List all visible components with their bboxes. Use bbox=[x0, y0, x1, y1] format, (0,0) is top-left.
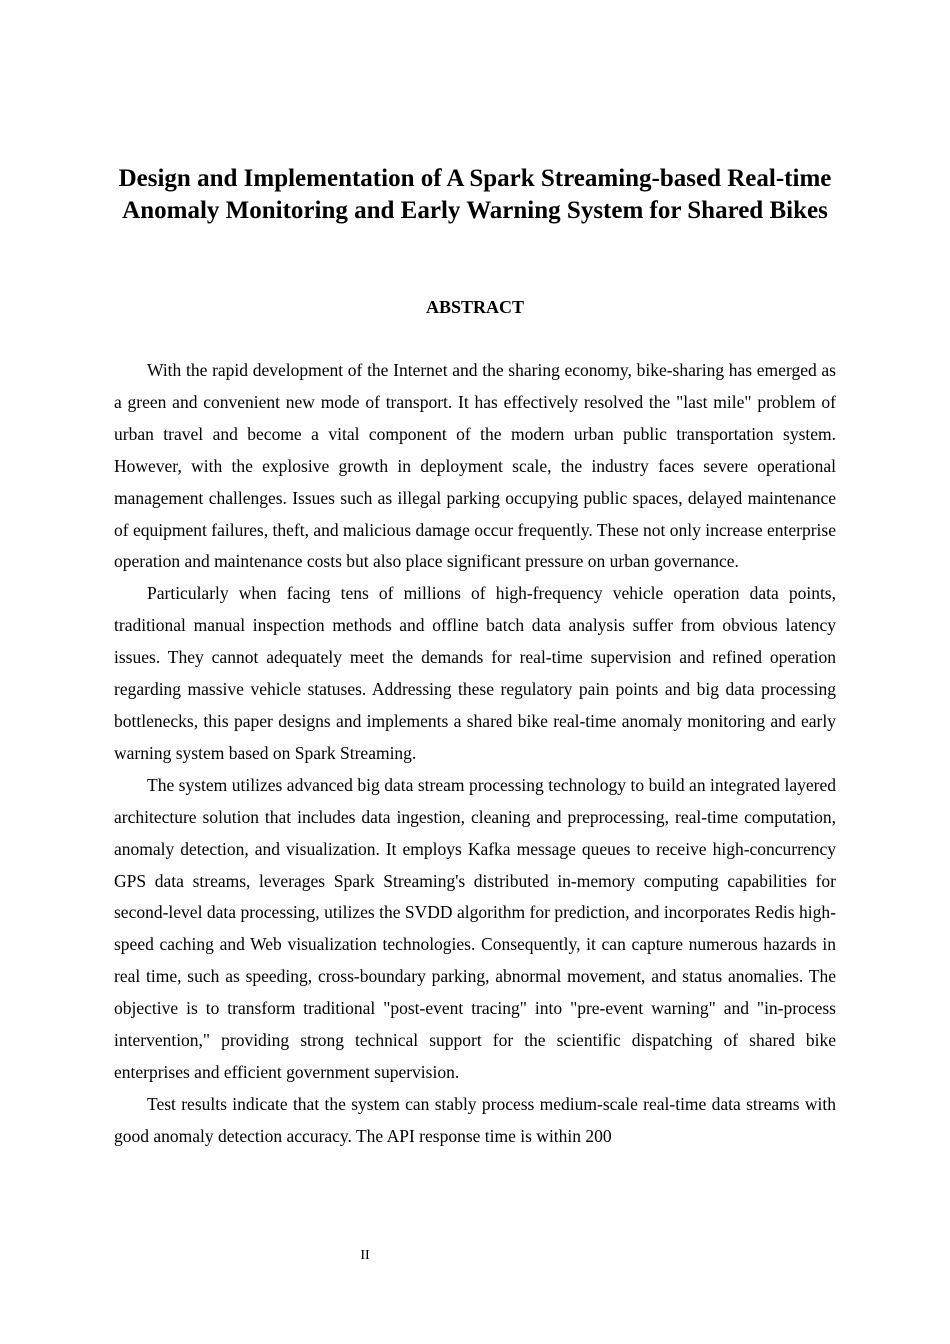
paper-title: Design and Implementation of A Spark Streaming-based Real-time Anomaly Monitoring and Early Warning System for Shared Bikes bbox=[118, 165, 832, 224]
abstract-paragraph-1: With the rapid development of the Internet and the sharing economy, bike-sharing has emerged as a green and convenient new mode of transport. It has effectively resolved the "last mile" problem of urban travel and become a vital component of the modern urban public transportation system. However, with the explosive growth in deployment scale, the industry faces severe operational management challenges. Issues such as illegal parking occupying public spaces, delayed maintenance of equipment failures, theft, and malicious damage occur frequently. These not only increase enterprise operation and maintenance costs but also place significant pressure on urban governance. bbox=[114, 360, 836, 572]
abstract-paragraph-3: The system utilizes advanced big data stream processing technology to build an integrated layered architecture solution that includes data ingestion, cleaning and preprocessing, real-time computation, anomaly detection, and visualization. It employs Kafka message queues to receive high-concurrency GPS data streams, leverages Spark Streaming's distributed in-memory computing capabilities for second-level data processing, utilizes the SVDD algorithm for prediction, and incorporates Redis high-speed caching and Web visualization technologies. Consequently, it can capture numerous hazards in real time, such as speeding, cross-boundary parking, abnormal movement, and status anomalies. The objective is to transform traditional "post-event tracing" into "pre-event warning" and "in-process intervention," providing strong technical support for the scientific dispatching of shared bike enterprises and efficient government supervision. bbox=[114, 774, 836, 1082]
abstract-heading: ABSTRACT bbox=[425, 297, 525, 317]
abstract-paragraph-2: Particularly when facing tens of millions of high-frequency vehicle operation data points, traditional manual inspection methods and offline batch data analysis suffer from obvious latency issues. They cannot adequately meet the demands for real-time supervision and refined operation regarding massive vehicle statuses. Addressing these regulatory pain points and big data processing bottlenecks, this paper designs and implements a shared bike real-time anomaly monitoring and early warning system based on Spark Streaming. bbox=[114, 583, 836, 763]
page-number: II bbox=[360, 1248, 370, 1263]
abstract-paragraph-4: Test results indicate that the system can stably process medium-scale real-time data streams with good anomaly detection accuracy. The API response time is within 200 bbox=[114, 1093, 836, 1146]
abstract-body bbox=[114, 355, 836, 1153]
